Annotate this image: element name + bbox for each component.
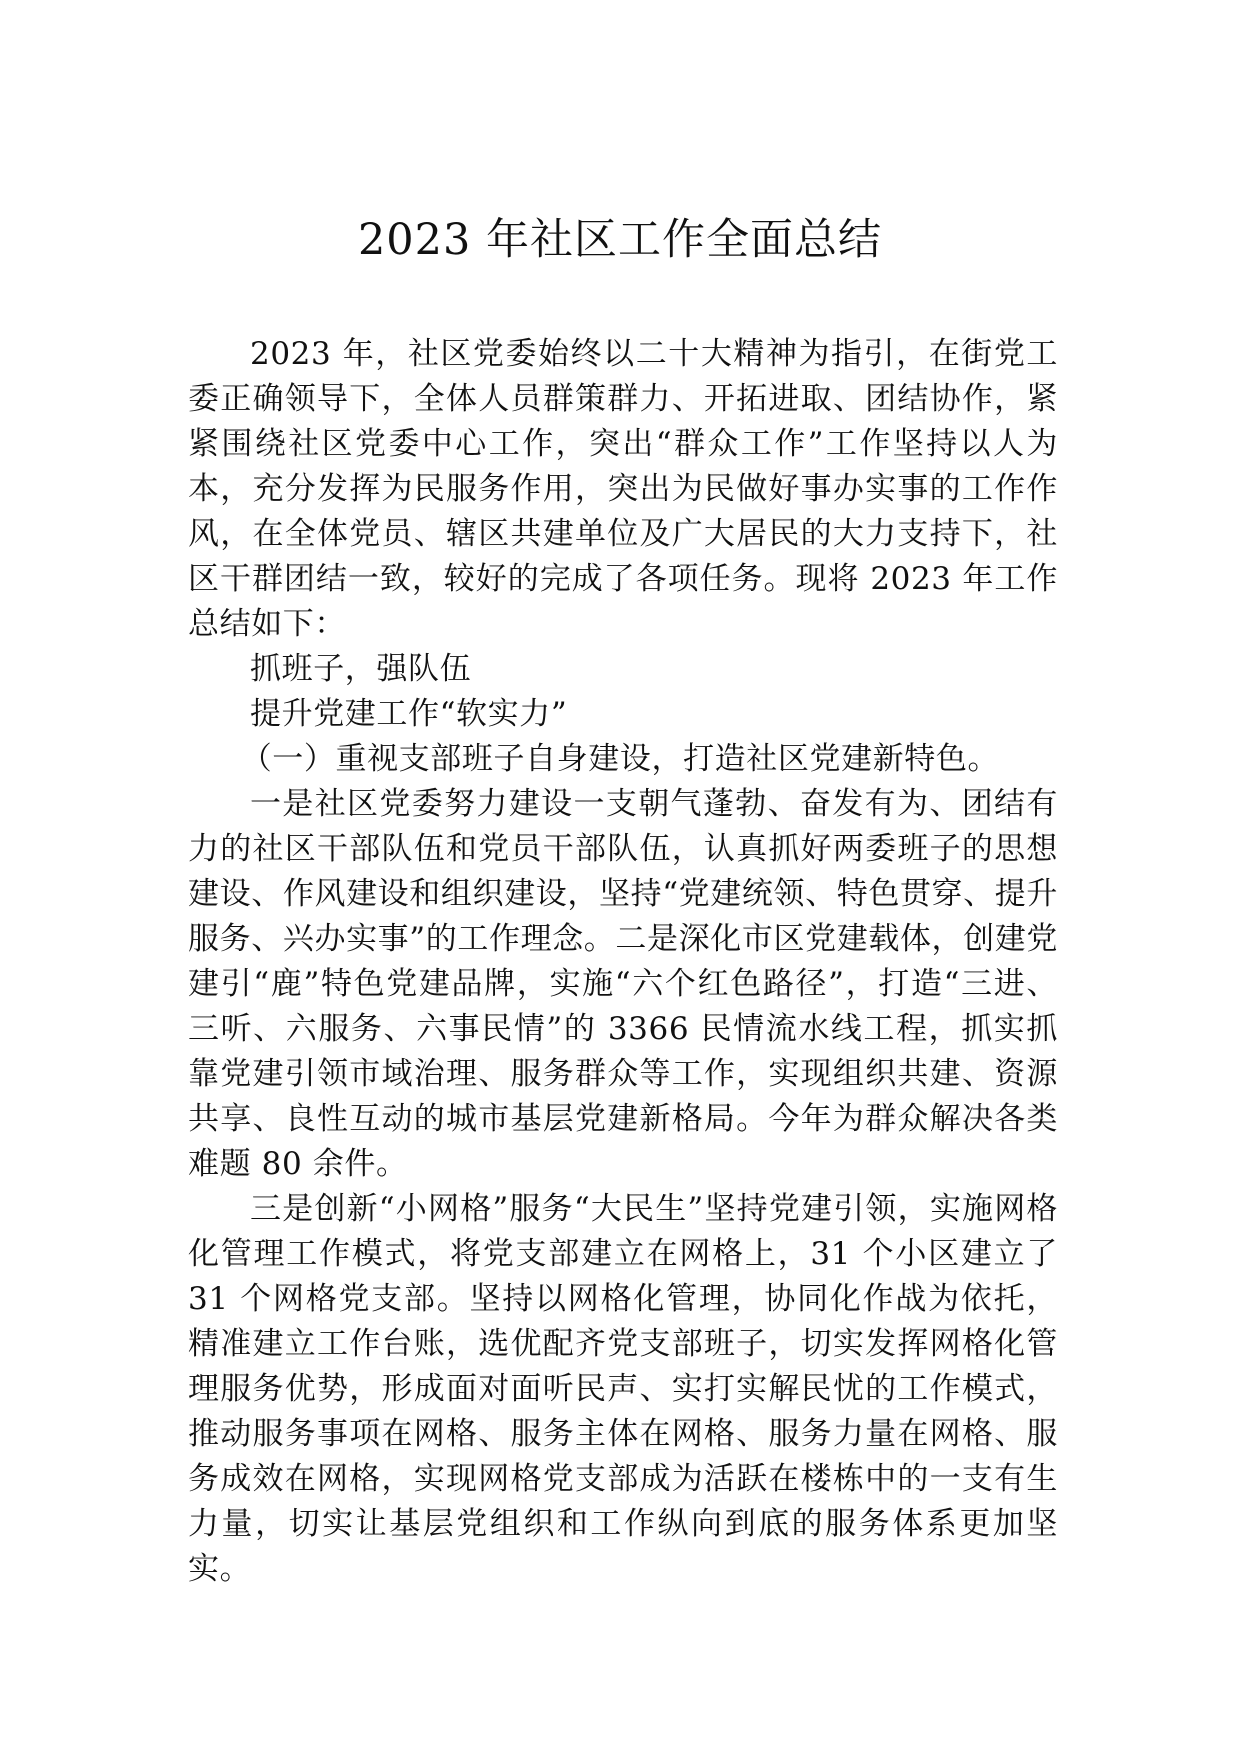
section-subtitle: 提升党建工作“软实力” [250,696,568,732]
intro-paragraph: 2023 年，社区党委始终以二十大精神为指引，在街党工委正确领导下，全体人员群策群力、开拓进取、团结协作，紧紧围绕社区党委中心工作，突出“群众工作”工作坚持以人为本，充分发挥为民服务作用，突出为民做好事办实事的工作作风，在全体党员、辖区共建单位及广大居民的大力支持下，社区干群团结一致，较好的完成了各项任务。现将 2023 年工作总结如下： [188,336,1058,642]
document-title: 2023 年社区工作全面总结 [357,215,883,265]
document-body [188,332,1058,1592]
section-heading: 抓班子，强队伍 [250,651,472,687]
subsection-heading: （一）重视支部班子自身建设，打造社区党建新特色。 [240,741,1000,777]
body-paragraph: 三是创新“小网格”服务“大民生”坚持党建引领，实施网格化管理工作模式，将党支部建立在网格上，31 个小区建立了 31 个网格党支部。坚持以网格化管理，协同化作战为依托，精准建立工作台账，选优配齐党支部班子，切实发挥网格化管理服务优势，形成面对面听民声、实打实解民忧的工作模式，推动服务事项在网格、服务主体在网格、服务力量在网格、服务成效在网格，实现网格党支部成为活跃在楼栋中的一支有生力量，切实让基层党组织和工作纵向到底的服务体系更加坚实。 [188,1191,1058,1587]
body-paragraph: 一是社区党委努力建设一支朝气蓬勃、奋发有为、团结有力的社区干部队伍和党员干部队伍，认真抓好两委班子的思想建设、作风建设和组织建设，坚持“党建统领、特色贯穿、提升服务、兴办实事”的工作理念。二是深化市区党建载体，创建党建引“鹿”特色党建品牌，实施“六个红色路径”，打造“三进、三听、六服务、六事民情”的 3366 民情流水线工程，抓实抓靠党建引领市域治理、服务群众等工作，实现组织共建、资源共享、良性互动的城市基层党建新格局。今年为群众解决各类难题 80 余件。 [188,786,1058,1182]
